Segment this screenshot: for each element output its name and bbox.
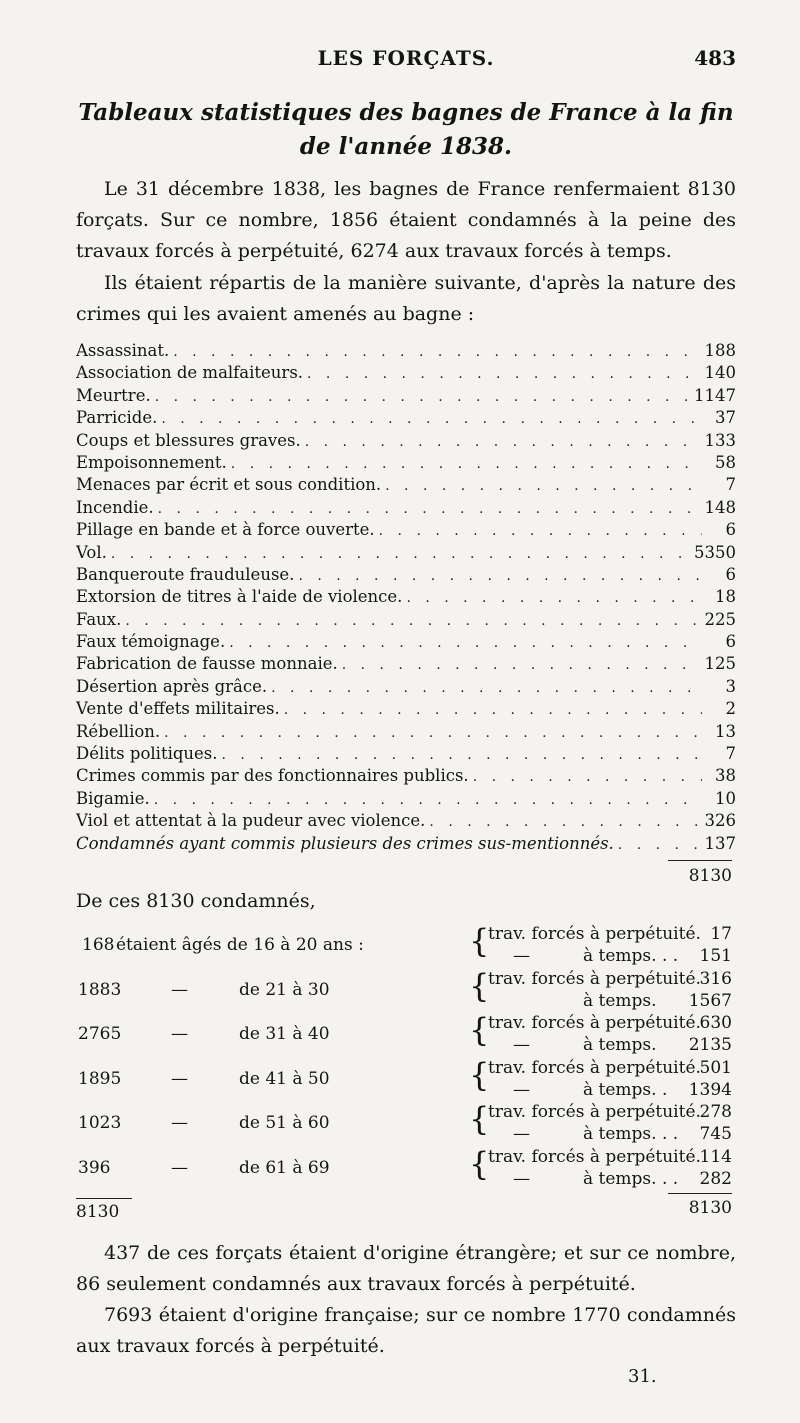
crime-label: Vol. — [76, 542, 107, 562]
age-count: 2765 — [78, 1024, 122, 1044]
crime-row — [76, 811, 736, 833]
age-total-rule-left — [76, 1198, 132, 1199]
signature-mark: 31. — [628, 1366, 657, 1387]
age-total-left: 8130 — [76, 1202, 120, 1222]
age-intro: De ces 8130 condamnés, — [76, 890, 316, 912]
dot-leader — [385, 478, 702, 494]
age-dash: — — [171, 1068, 188, 1089]
age-count: 168 — [82, 935, 115, 955]
dot-leader — [173, 344, 700, 360]
crime-count: 7 — [725, 475, 736, 495]
age-range: de 51 à 60 — [239, 1113, 330, 1133]
crime-label: Meurtre. — [76, 385, 151, 405]
age-range: de 41 à 50 — [239, 1068, 330, 1089]
age-dash: — — [171, 1157, 188, 1178]
crime-label: Banqueroute frauduleuse. — [76, 564, 295, 584]
dot-leader — [231, 456, 702, 472]
brace: { — [469, 1011, 490, 1049]
crime-label: Empoisonnement. — [76, 452, 227, 472]
dot-leader — [429, 814, 700, 830]
crime-count: 133 — [704, 430, 736, 450]
perp-count: 316 — [699, 968, 732, 989]
dot-leader — [111, 546, 690, 562]
temps-dash: — — [513, 1124, 530, 1144]
perp-count: 501 — [699, 1057, 732, 1078]
crime-label: Bigamie. — [76, 788, 150, 808]
temps-count: 151 — [699, 946, 732, 966]
temps-count: 2135 — [688, 1035, 732, 1055]
perp-label: trav. forcés à perpétuité. — [488, 968, 701, 989]
crime-label: Assassinat. — [76, 341, 170, 360]
crime-count: 58 — [715, 452, 736, 472]
crime-count: 38 — [715, 766, 736, 786]
temps-count: 745 — [699, 1124, 732, 1144]
crime-count: 6 — [725, 520, 736, 540]
crime-count: 13 — [715, 721, 736, 741]
age-dash: — — [171, 1024, 188, 1044]
perp-count: 114 — [699, 1146, 732, 1167]
age-count: 1883 — [78, 979, 122, 1000]
crime-label: Menaces par écrit et sous condition. — [76, 475, 382, 495]
crime-row — [76, 699, 736, 721]
age-total-right: 8130 — [688, 1198, 732, 1218]
brace: { — [469, 922, 490, 960]
temps-label: à temps. . . — [583, 1124, 679, 1144]
crime-count: 6 — [725, 632, 736, 652]
dot-leader — [307, 366, 700, 382]
crime-count: 140 — [704, 363, 736, 383]
dot-leader — [379, 523, 702, 539]
crime-row — [76, 498, 736, 520]
crime-label: Parricide. — [76, 408, 158, 428]
section-heading: Tableaux statistiques des bagnes de France à la fin de l'année 1838. — [78, 99, 734, 160]
paragraph-totals: Le 31 décembre 1838, les bagnes de France renfermaient 8130 forçats. Sur ce nombre, 1856 étaient condamnés à la peine des travaux forcés à perpétuité, 6274 aux travaux forcés à temps. — [76, 178, 736, 262]
temps-label: à temps. . — [583, 1079, 668, 1100]
dot-leader — [342, 657, 701, 673]
crime-count: 3 — [725, 676, 736, 696]
dot-leader — [164, 725, 702, 741]
temps-dash: — — [513, 1079, 530, 1100]
age-dash: — — [171, 1113, 188, 1133]
temps-count: 1567 — [688, 990, 732, 1011]
crime-label: Viol et attentat à la pudeur avec violence. — [76, 811, 426, 831]
crime-label: Fabrication de fausse monnaie. — [76, 654, 338, 674]
crime-row — [76, 632, 736, 654]
dot-leader — [229, 635, 702, 651]
crime-row — [76, 654, 736, 676]
age-range: de 61 à 69 — [239, 1157, 330, 1178]
perp-count: 630 — [699, 1013, 732, 1033]
crime-label: Faux témoignage. — [76, 632, 226, 652]
age-table — [76, 924, 736, 1194]
temps-label: à temps. . . — [583, 1168, 679, 1189]
crime-count: 37 — [715, 408, 736, 428]
crime-row — [76, 766, 736, 788]
crime-count: 1147 — [694, 385, 736, 405]
dot-leader — [618, 837, 701, 853]
age-count: 1895 — [78, 1068, 122, 1089]
perp-label: trav. forcés à perpétuité. — [488, 1057, 701, 1078]
perp-label: trav. forcés à perpétuité. — [488, 1102, 701, 1122]
dot-leader — [155, 389, 690, 405]
crime-label: Coups et blessures graves. — [76, 430, 301, 450]
crime-row — [76, 610, 736, 632]
dot-leader — [271, 680, 702, 696]
temps-label: à temps. . . — [583, 946, 679, 966]
running-title: LES FORÇATS. — [317, 46, 495, 70]
crime-label: Incendie. — [76, 497, 154, 517]
dot-leader — [222, 747, 702, 763]
crime-count: 6 — [725, 564, 736, 584]
crime-row — [76, 789, 736, 811]
age-dash: — — [171, 979, 188, 1000]
dot-leader — [154, 792, 702, 808]
crime-row — [76, 587, 736, 609]
crime-label: Extorsion de titres à l'aide de violence. — [76, 587, 403, 607]
dot-leader — [473, 769, 702, 785]
temps-count: 282 — [699, 1168, 732, 1189]
brace: { — [469, 1100, 490, 1138]
age-range: de 31 à 40 — [239, 1024, 330, 1044]
crime-row — [76, 744, 736, 766]
crime-label: Pillage en bande et à force ouverte. — [76, 520, 375, 540]
temps-count: 1394 — [688, 1079, 732, 1100]
crime-row — [76, 475, 736, 497]
crime-row — [76, 520, 736, 542]
crime-table — [76, 341, 736, 856]
crime-count: 18 — [715, 587, 736, 607]
crime-label: Faux. — [76, 609, 122, 629]
crime-row — [76, 386, 736, 408]
paragraph-foreign-origin: 437 de ces forçats étaient d'origine étrangère; et sur ce nombre, 86 seulement condamnés aux travaux forcés à perpétuité. — [76, 1242, 736, 1295]
crime-row — [76, 565, 736, 587]
crime-count: 125 — [704, 654, 736, 674]
crime-row — [76, 677, 736, 699]
crime-row — [76, 363, 736, 385]
age-total-rule-right — [668, 1193, 732, 1194]
crime-total-rule — [668, 860, 732, 861]
perp-count: 17 — [710, 924, 732, 944]
crime-count: 148 — [704, 497, 736, 517]
page-number: 483 — [694, 46, 736, 70]
dot-leader — [125, 613, 700, 629]
paragraph-distribution-intro: Ils étaient répartis de la manière suivante, d'après la nature des crimes qui les avaient amenés au bagne : — [76, 272, 736, 325]
crime-row — [76, 543, 736, 565]
crime-row — [76, 431, 736, 453]
dot-leader — [298, 568, 702, 584]
crime-count: 5350 — [694, 542, 736, 562]
dot-leader — [158, 501, 701, 517]
temps-label: à temps. — [583, 990, 657, 1011]
crime-count: 2 — [725, 699, 736, 719]
running-head — [76, 40, 736, 74]
perp-count: 278 — [699, 1102, 732, 1122]
crime-row — [76, 722, 736, 744]
crime-label: Vente d'effets militaires. — [76, 699, 280, 719]
temps-dash: — — [513, 1035, 530, 1055]
temps-label: à temps. — [583, 1035, 657, 1055]
dot-leader — [406, 590, 702, 606]
crime-count: 137 — [704, 833, 736, 853]
age-range: de 21 à 30 — [239, 979, 330, 1000]
dot-leader — [305, 434, 701, 450]
brace: { — [469, 1055, 490, 1094]
crime-label: Désertion après grâce. — [76, 676, 268, 696]
brace: { — [469, 1144, 490, 1183]
crime-label: Crimes commis par des fonctionnaires publics. — [76, 766, 469, 786]
paragraph-french-origin: 7693 étaient d'origine française; sur ce nombre 1770 condamnés aux travaux forcés à perpétuité. — [76, 1304, 736, 1357]
perp-label: trav. forcés à perpétuité. — [488, 1146, 701, 1167]
crime-count: 10 — [715, 788, 736, 808]
perp-label: trav. forcés à perpétuité. — [488, 1013, 701, 1033]
perp-label: trav. forcés à perpétuité. — [488, 924, 701, 944]
temps-dash: — — [513, 946, 530, 966]
age-count: 1023 — [78, 1113, 122, 1133]
brace: { — [469, 966, 490, 1005]
crime-label: Condamnés ayant commis plusieurs des crimes sus-mentionnés. — [76, 833, 614, 853]
dot-leader — [284, 702, 702, 718]
temps-dash: — — [513, 1168, 530, 1189]
crime-count: 225 — [704, 609, 736, 629]
crime-total: 8130 — [688, 866, 732, 886]
crime-count: 7 — [725, 744, 736, 764]
crime-row — [76, 341, 736, 363]
crime-row — [76, 408, 736, 430]
age-range: étaient âgés de 16 à 20 ans : — [116, 935, 364, 955]
crime-label: Délits politiques. — [76, 744, 218, 764]
crime-label: Association de malfaiteurs. — [76, 363, 304, 383]
crime-count: 326 — [704, 811, 736, 831]
crime-row — [76, 453, 736, 475]
crime-label: Rébellion. — [76, 721, 161, 741]
age-count: 396 — [78, 1157, 111, 1178]
dot-leader — [161, 411, 702, 427]
crime-row — [76, 834, 736, 856]
crime-count: 188 — [704, 341, 736, 360]
